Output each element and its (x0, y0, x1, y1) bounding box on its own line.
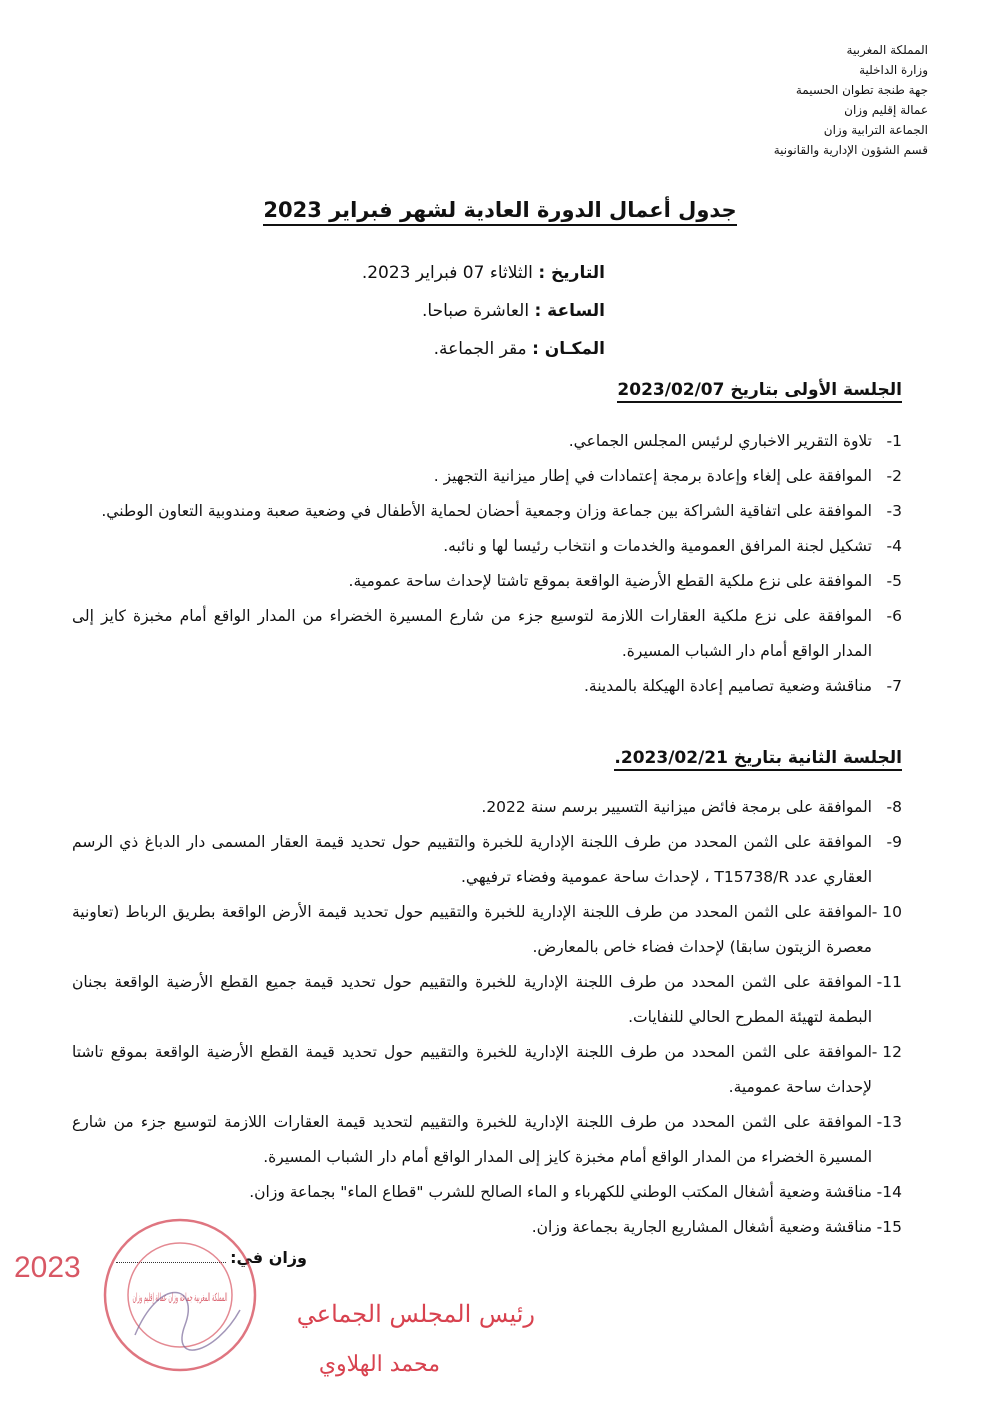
item-text: الموافقة على اتفاقية الشراكة بين جماعة وزان وجمعية أحضان لحماية الأطفال في وضعية صعبة ومندوبية التعاون الوطني. (101, 502, 872, 520)
date-row (362, 258, 605, 296)
item-text: مناقشة وضعية أشغال المشاريع الجارية بجماعة وزان. (531, 1218, 872, 1236)
item-number: 15- (876, 1218, 902, 1236)
letterhead-line: المملكة المغربية (846, 43, 928, 57)
letterhead-line: عمالة إقليم وزان (844, 103, 928, 117)
item-number: 5- (886, 572, 902, 590)
item-number: 11- (876, 973, 902, 991)
agenda-item (72, 1035, 902, 1105)
session-2-heading (614, 748, 902, 768)
letterhead (668, 40, 928, 160)
session-1-agenda (72, 424, 902, 704)
place-label: المكـان : (532, 339, 605, 359)
agenda-item (72, 564, 902, 599)
meeting-details (362, 258, 605, 372)
agenda-item (72, 494, 902, 529)
item-text: الموافقة على الثمن المحدد من طرف اللجنة الإدارية للخبرة والتقييم لتحديد قيمة العقارات اللازمة لتوسيع جزء من شارع المسيرة الخضراء من المدار الواقع أمام مخبزة كايز إلى المدار الواقع أمام دار الشباب المسيرة. (72, 1113, 872, 1166)
item-number: 10 - (871, 903, 902, 921)
agenda-item (72, 790, 902, 825)
time-value: العاشرة صباحا. (421, 301, 530, 321)
letterhead-line: جهة طنجة تطوان الحسيمة (795, 83, 928, 97)
item-text: الموافقة على الثمن المحدد من طرف اللجنة الإدارية للخبرة والتقييم حول تحديد قيمة الأرض الواقعة بطريق الرباط (تعاونية معصرة الزيتون سابقا) لإحداث فضاء خاص بالمعارض. (72, 903, 872, 956)
agenda-item (72, 825, 902, 895)
date-label: التاريخ : (538, 263, 605, 283)
item-text: الموافقة على الثمن المحدد من طرف اللجنة الإدارية للخبرة والتقييم حول تحديد قيمة القطع الأرضية الواقعة بموقع تاشتا لإحداث ساحة عمومية. (72, 1043, 872, 1096)
letterhead-line: الجماعة الترابية وزان (823, 123, 928, 137)
item-text: الموافقة على برمجة فائض ميزانية التسيير برسم سنة 2022. (481, 798, 872, 816)
agenda-item (72, 965, 902, 1035)
agenda-item (72, 459, 902, 494)
item-number: 1- (886, 432, 902, 450)
item-number: 6- (886, 607, 902, 625)
stamp-year: 2023 (14, 1251, 81, 1284)
item-number: 4- (886, 537, 902, 555)
session-1-heading (617, 380, 902, 400)
item-number: 7- (886, 677, 902, 695)
agenda-item (72, 599, 902, 669)
time-label: الساعة : (534, 301, 605, 321)
official-stamp (10, 1215, 290, 1385)
item-text: تشكيل لجنة المرافق العمومية والخدمات و انتخاب رئيسا لها و نائبه. (443, 537, 872, 555)
item-number: 14- (876, 1183, 902, 1201)
item-text: تلاوة التقرير الاخباري لرئيس المجلس الجماعي. (568, 432, 872, 450)
agenda-item (72, 669, 902, 704)
item-text: الموافقة على الثمن المحدد من طرف اللجنة الإدارية للخبرة والتقييم حول تحديد قيمة جميع القطع الأرضية الواقعة بجنان البطمة لتهيئة المطرح الحالي للنفايات. (72, 973, 872, 1026)
signature-name: محمد الهلاوي (318, 1352, 440, 1377)
letterhead-line: قسم الشؤون الإدارية والقانونية (773, 143, 928, 157)
agenda-item (72, 424, 902, 459)
signature-title: رئيس المجلس الجماعي (296, 1300, 535, 1328)
item-number: 9- (886, 833, 902, 851)
agenda-item (72, 529, 902, 564)
date-value: الثلاثاء 07 فبراير 2023. (361, 263, 533, 283)
document-title (0, 198, 1000, 222)
item-text: الموافقة على إلغاء وإعادة برمجة إعتمادات في إطار ميزانية التجهيز . (433, 467, 872, 485)
item-text: الموافقة على نزع ملكية القطع الأرضية الواقعة بموقع تاشتا لإحداث ساحة عمومية. (348, 572, 872, 590)
place-value: مقر الجماعة. (433, 339, 527, 359)
session-2-heading-text: الجلسة الثانية بتاريخ 2023/02/21. (614, 748, 902, 771)
item-number: 8- (886, 798, 902, 816)
item-number: 3- (886, 502, 902, 520)
item-text: الموافقة على نزع ملكية العقارات اللازمة لتوسيع جزء من شارع المسيرة الخضراء من المدار الواقع أمام مخبزة كايز إلى المدار الواقع أمام دار الشباب المسيرة. (72, 607, 872, 660)
letterhead-line: وزارة الداخلية (859, 63, 928, 77)
item-number: 12 - (871, 1043, 902, 1061)
title-text: جدول أعمال الدورة العادية لشهر فبراير 2023 (263, 198, 736, 226)
item-text: مناقشة وضعية تصاميم إعادة الهيكلة بالمدينة. (583, 677, 872, 695)
agenda-item (72, 895, 902, 965)
item-number: 2- (886, 467, 902, 485)
signing-place-label: وزان في: (230, 1248, 307, 1267)
agenda-item (72, 1175, 902, 1210)
stamp-text: المملكة المغربية جماعة وزان عمالة إقليم وزان (132, 1291, 228, 1304)
agenda-item (72, 1105, 902, 1175)
item-text: الموافقة على الثمن المحدد من طرف اللجنة الإدارية للخبرة والتقييم حول تحديد قيمة العقار المسمى دار الدباغ ذي الرسم العقاري عدد T15738/R ، لإحداث ساحة عمومية وفضاء ترفيهي. (72, 833, 872, 886)
session-2-agenda (72, 790, 902, 1245)
time-row (362, 296, 605, 334)
item-text: مناقشة وضعية أشغال المكتب الوطني للكهرباء و الماء الصالح للشرب "قطاع الماء" بجماعة وزان. (249, 1183, 872, 1201)
session-1-heading-text: الجلسة الأولى بتاريخ 2023/02/07 (617, 380, 902, 403)
item-number: 13- (876, 1113, 902, 1131)
place-row (362, 334, 605, 372)
